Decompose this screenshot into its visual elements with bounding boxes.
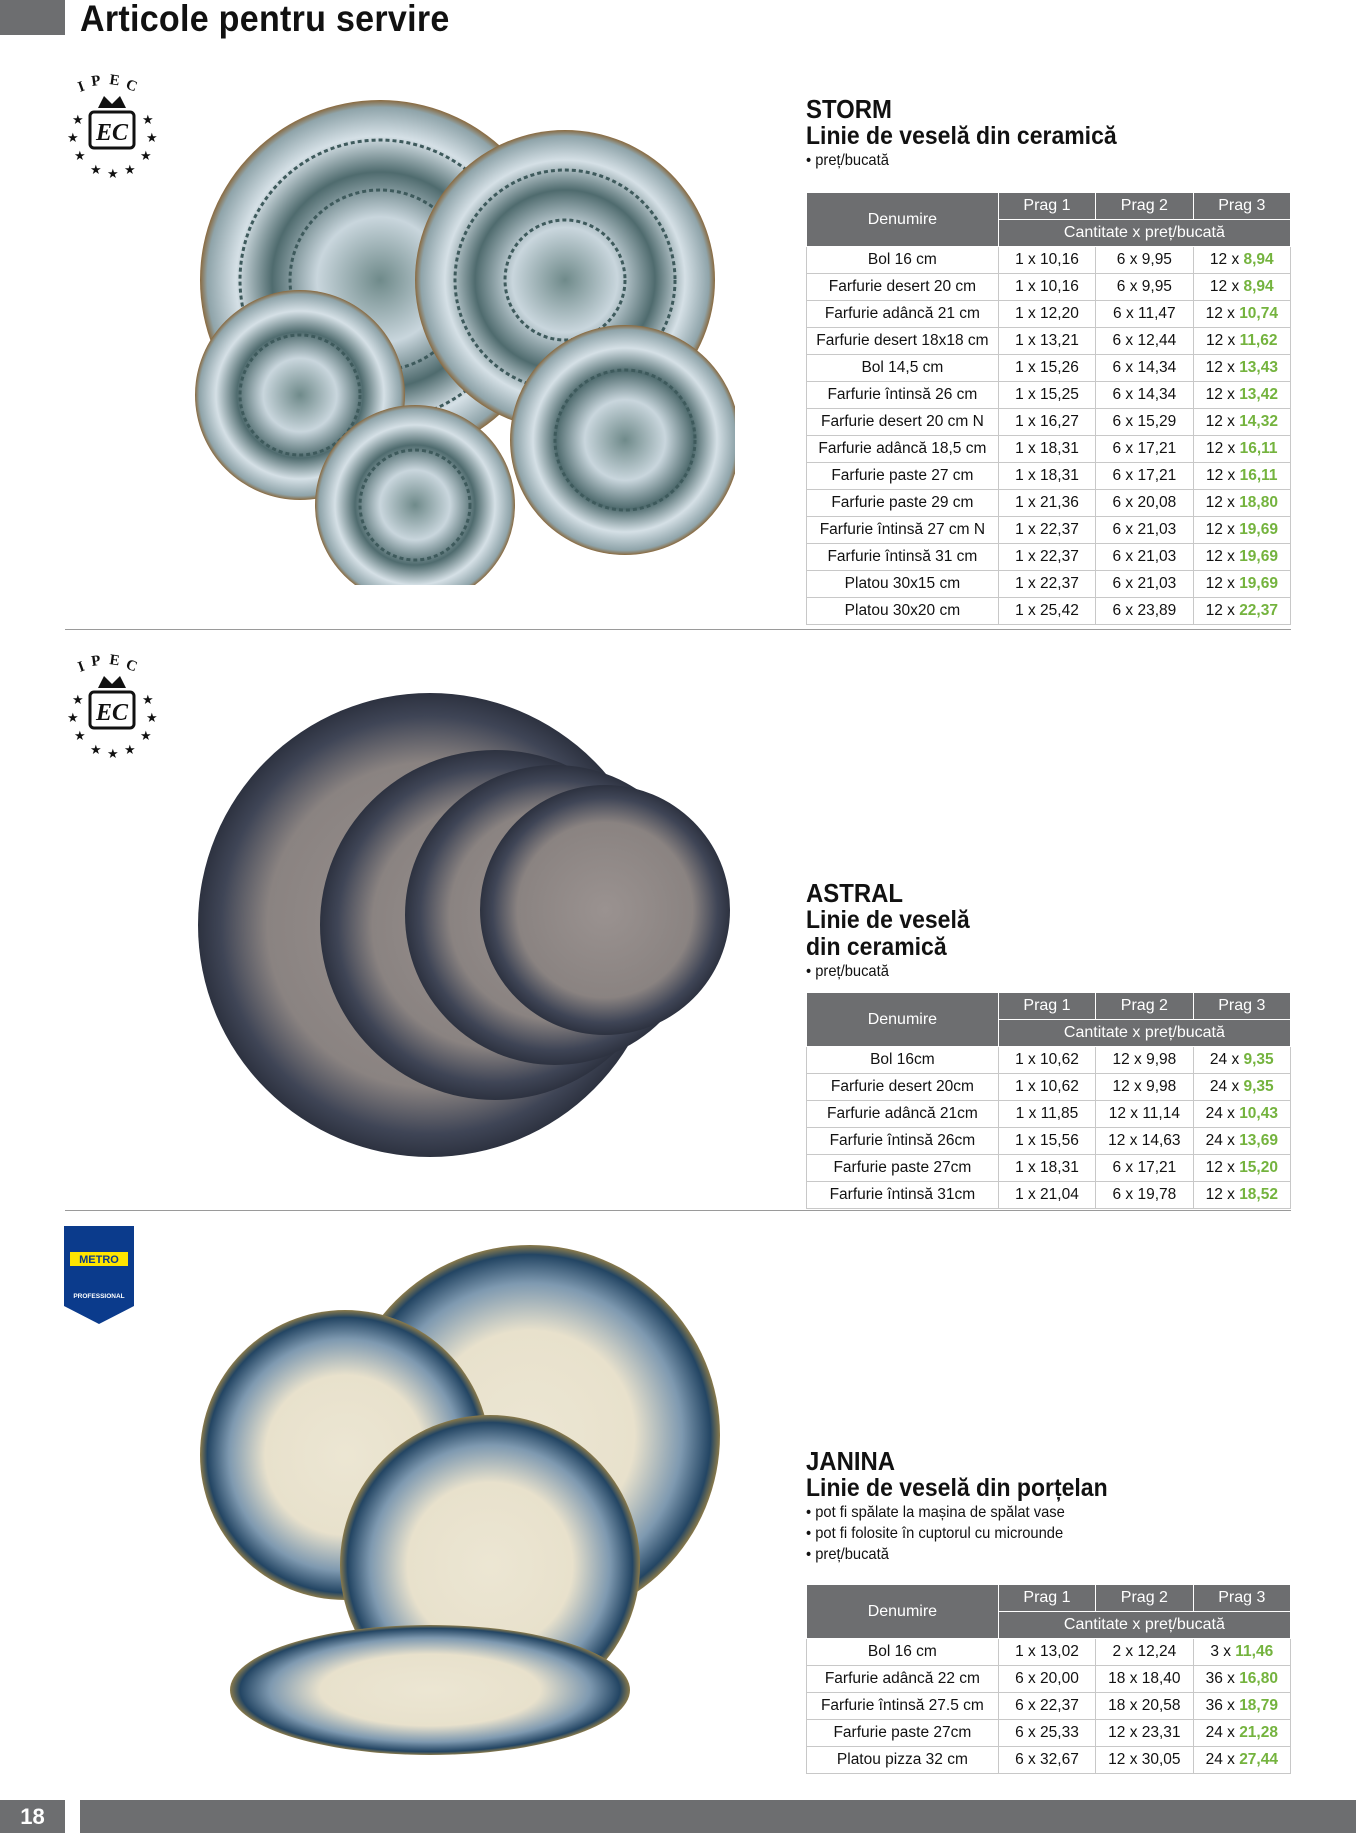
col-header-prag2: Prag 2 (1096, 1585, 1193, 1612)
row-prag1: 1 x 18,31 (998, 1155, 1095, 1182)
row-prag2: 2 x 12,24 (1096, 1639, 1193, 1666)
svg-text:★: ★ (90, 742, 102, 757)
ipec-ec-logo (62, 652, 162, 762)
row-prag3-qty: 12 x (1205, 575, 1240, 592)
row-prag2: 18 x 18,40 (1096, 1666, 1193, 1693)
table-header-row (807, 193, 1291, 220)
row-name: Farfurie întinsă 31cm (807, 1182, 999, 1209)
row-prag3-qty: 24 x (1205, 1751, 1240, 1768)
svg-text:C: C (123, 76, 140, 96)
col-header-prag2: Prag 2 (1096, 993, 1193, 1020)
row-prag3 (1193, 328, 1290, 355)
col-header-prag1: Prag 1 (998, 193, 1095, 220)
row-prag3-price: 8,94 (1243, 278, 1274, 295)
row-prag3 (1193, 301, 1290, 328)
row-prag2: 6 x 9,95 (1096, 247, 1193, 274)
row-prag3-qty: 12 x (1205, 1159, 1240, 1176)
row-prag3 (1193, 436, 1290, 463)
row-name: Farfurie paste 27 cm (807, 463, 999, 490)
row-prag3-price: 9,35 (1243, 1051, 1274, 1068)
row-prag2: 6 x 21,03 (1096, 571, 1193, 598)
row-prag3-qty: 12 x (1206, 332, 1240, 349)
astral-plates-image (195, 690, 745, 1160)
row-prag2: 6 x 17,21 (1096, 463, 1193, 490)
table-row (807, 1720, 1291, 1747)
row-prag3-price: 16,11 (1239, 467, 1278, 484)
svg-text:METRO: METRO (79, 1254, 119, 1266)
row-prag2: 6 x 12,44 (1096, 328, 1193, 355)
row-prag3 (1193, 274, 1290, 301)
row-prag3-price: 11,62 (1239, 332, 1278, 349)
table-row (807, 1693, 1291, 1720)
row-prag1: 1 x 10,16 (998, 247, 1095, 274)
svg-text:★: ★ (74, 148, 86, 163)
col-header-prag3: Prag 3 (1193, 993, 1290, 1020)
row-prag3 (1193, 1693, 1290, 1720)
row-prag1: 1 x 22,37 (998, 544, 1095, 571)
section-divider (65, 1210, 1291, 1211)
row-prag3 (1193, 517, 1290, 544)
row-prag3-qty: 12 x (1205, 548, 1240, 565)
row-prag3 (1193, 463, 1290, 490)
row-prag3-qty: 24 x (1205, 1724, 1240, 1741)
svg-text:I: I (75, 78, 87, 96)
row-prag2: 6 x 14,34 (1096, 355, 1193, 382)
metro-professional-logo (64, 1226, 134, 1324)
table-header-row (807, 993, 1291, 1020)
row-prag3 (1193, 382, 1290, 409)
svg-text:E: E (108, 652, 121, 670)
row-prag3 (1193, 1747, 1290, 1774)
col-header-prag1: Prag 1 (998, 1585, 1095, 1612)
row-prag2: 12 x 9,98 (1096, 1074, 1193, 1101)
row-prag3-price: 13,43 (1239, 359, 1278, 376)
table-row (807, 328, 1291, 355)
svg-text:★: ★ (140, 728, 152, 743)
row-prag3-price: 8,94 (1243, 251, 1274, 268)
row-prag3 (1193, 355, 1290, 382)
row-name: Bol 16 cm (807, 247, 999, 274)
row-prag3-qty: 12 x (1205, 413, 1240, 430)
svg-text:★: ★ (72, 692, 84, 707)
row-name: Bol 16 cm (807, 1639, 999, 1666)
row-prag3-price: 10,43 (1239, 1105, 1278, 1122)
row-name: Farfurie întinsă 31 cm (807, 544, 999, 571)
svg-text:★: ★ (146, 710, 158, 725)
astral-price-table (806, 992, 1291, 1209)
row-prag3 (1193, 409, 1290, 436)
row-prag3-price: 10,74 (1239, 305, 1278, 322)
table-row (807, 355, 1291, 382)
col-subheader: Cantitate x preț/bucată (998, 1612, 1290, 1639)
table-row (807, 598, 1291, 625)
row-prag1: 1 x 13,02 (998, 1639, 1095, 1666)
row-name: Farfurie adâncă 22 cm (807, 1666, 999, 1693)
row-prag1: 1 x 21,36 (998, 490, 1095, 517)
astral-product-info (806, 880, 1306, 982)
row-prag2: 18 x 20,58 (1096, 1693, 1193, 1720)
row-prag3-qty: 36 x (1205, 1670, 1240, 1687)
row-prag1: 1 x 18,31 (998, 436, 1095, 463)
row-name: Farfurie întinsă 27.5 cm (807, 1693, 999, 1720)
table-row (807, 274, 1291, 301)
row-prag3 (1193, 1666, 1290, 1693)
svg-text:EC: EC (95, 700, 129, 726)
table-row (807, 490, 1291, 517)
col-header-prag3: Prag 3 (1193, 193, 1290, 220)
row-prag3-qty: 12 x (1205, 386, 1240, 403)
svg-text:P: P (90, 652, 102, 670)
table-header-row (807, 1585, 1291, 1612)
col-header-prag1: Prag 1 (998, 993, 1095, 1020)
row-name: Platou 30x15 cm (807, 571, 999, 598)
row-prag1: 1 x 13,21 (998, 328, 1095, 355)
table-row (807, 1639, 1291, 1666)
row-prag3-price: 15,20 (1239, 1159, 1278, 1176)
row-prag3-price: 13,42 (1239, 386, 1278, 403)
svg-text:PROFESSIONAL: PROFESSIONAL (73, 1293, 125, 1300)
row-prag3-qty: 12 x (1209, 251, 1244, 268)
row-prag1: 1 x 10,16 (998, 274, 1095, 301)
table-row (807, 1128, 1291, 1155)
col-header-prag2: Prag 2 (1096, 193, 1193, 220)
row-prag1: 6 x 32,67 (998, 1747, 1095, 1774)
table-row (807, 1074, 1291, 1101)
row-name: Farfurie adâncă 18,5 cm (807, 436, 999, 463)
ipec-ec-logo (62, 72, 162, 182)
row-prag3 (1193, 490, 1290, 517)
product-line: Linie de veselă din ceramică (806, 906, 970, 961)
row-prag3-price: 9,35 (1243, 1078, 1274, 1095)
row-prag2: 12 x 23,31 (1096, 1720, 1193, 1747)
row-prag3 (1193, 1101, 1290, 1128)
product-bullet: • pot fi folosite în cuptorul cu microunde (806, 1525, 1064, 1542)
table-row (807, 571, 1291, 598)
table-row (807, 1747, 1291, 1774)
table-row (807, 1182, 1291, 1209)
row-prag3 (1193, 1720, 1290, 1747)
svg-text:★: ★ (107, 746, 119, 761)
janina-product-info (806, 1448, 1306, 1565)
row-prag1: 6 x 22,37 (998, 1693, 1095, 1720)
col-subheader: Cantitate x preț/bucată (998, 220, 1290, 247)
row-prag2: 6 x 15,29 (1096, 409, 1193, 436)
section-divider (65, 629, 1291, 630)
row-prag3-price: 18,52 (1239, 1186, 1278, 1203)
header-block (0, 0, 65, 35)
row-prag1: 1 x 21,04 (998, 1182, 1095, 1209)
row-prag3-qty: 3 x (1210, 1643, 1236, 1660)
row-prag1: 1 x 22,37 (998, 571, 1095, 598)
row-prag3-qty: 12 x (1205, 521, 1240, 538)
svg-text:★: ★ (67, 710, 79, 725)
row-prag3-qty: 12 x (1206, 467, 1240, 484)
row-name: Farfurie desert 20 cm N (807, 409, 999, 436)
row-name: Farfurie paste 27cm (807, 1155, 999, 1182)
row-prag2: 12 x 30,05 (1096, 1747, 1193, 1774)
row-prag2: 6 x 17,21 (1096, 1155, 1193, 1182)
row-prag1: 1 x 16,27 (998, 409, 1095, 436)
table-row (807, 1155, 1291, 1182)
row-prag2: 12 x 11,14 (1096, 1101, 1193, 1128)
product-bullet: • preț/bucată (806, 963, 889, 980)
row-prag3-price: 18,80 (1239, 494, 1278, 511)
row-name: Bol 14,5 cm (807, 355, 999, 382)
table-row (807, 409, 1291, 436)
svg-text:★: ★ (140, 148, 152, 163)
row-prag3 (1193, 571, 1290, 598)
row-prag3-price: 13,69 (1239, 1132, 1278, 1149)
row-prag2: 12 x 14,63 (1096, 1128, 1193, 1155)
table-row (807, 1101, 1291, 1128)
svg-text:★: ★ (124, 162, 136, 177)
row-prag3-price: 19,69 (1239, 575, 1278, 592)
row-prag3-price: 11,46 (1235, 1643, 1274, 1660)
footer-bar (80, 1800, 1356, 1833)
row-prag3 (1193, 1074, 1290, 1101)
row-name: Farfurie desert 20cm (807, 1074, 999, 1101)
svg-text:★: ★ (146, 130, 158, 145)
product-line: Linie de veselă din porțelan (806, 1474, 1108, 1502)
row-prag3-qty: 12 x (1205, 494, 1240, 511)
row-prag2: 12 x 9,98 (1096, 1047, 1193, 1074)
svg-text:E: E (108, 72, 121, 90)
row-name: Farfurie paste 29 cm (807, 490, 999, 517)
storm-product-info (806, 96, 1306, 171)
product-bullet: • preț/bucată (806, 1546, 889, 1563)
row-prag1: 1 x 22,37 (998, 517, 1095, 544)
row-prag1: 1 x 18,31 (998, 463, 1095, 490)
row-prag2: 6 x 19,78 (1096, 1182, 1193, 1209)
row-prag2: 6 x 11,47 (1096, 301, 1193, 328)
row-prag3-qty: 24 x (1209, 1078, 1244, 1095)
svg-text:★: ★ (72, 112, 84, 127)
col-subheader: Cantitate x preț/bucată (998, 1020, 1290, 1047)
svg-text:★: ★ (124, 742, 136, 757)
page-title: Articole pentru servire (80, 0, 450, 39)
table-row (807, 301, 1291, 328)
col-header-prag3: Prag 3 (1193, 1585, 1290, 1612)
row-name: Bol 16cm (807, 1047, 999, 1074)
row-prag3-price: 18,79 (1239, 1697, 1278, 1714)
svg-text:★: ★ (107, 166, 119, 181)
svg-text:★: ★ (67, 130, 79, 145)
row-prag3-price: 16,11 (1239, 440, 1278, 457)
janina-plates-image (200, 1245, 730, 1765)
row-prag3 (1193, 1639, 1290, 1666)
row-name: Farfurie adâncă 21cm (807, 1101, 999, 1128)
row-prag3 (1193, 1155, 1290, 1182)
row-name: Platou pizza 32 cm (807, 1747, 999, 1774)
row-prag2: 6 x 14,34 (1096, 382, 1193, 409)
col-header-name: Denumire (807, 1585, 999, 1639)
storm-plates-image (195, 95, 735, 585)
row-prag1: 6 x 25,33 (998, 1720, 1095, 1747)
janina-price-table (806, 1584, 1291, 1774)
row-name: Farfurie întinsă 27 cm N (807, 517, 999, 544)
table-row (807, 1666, 1291, 1693)
svg-text:★: ★ (142, 112, 154, 127)
row-prag3-price: 16,80 (1239, 1670, 1278, 1687)
table-row (807, 517, 1291, 544)
col-header-name: Denumire (807, 193, 999, 247)
row-prag1: 1 x 10,62 (998, 1074, 1095, 1101)
row-name: Farfurie întinsă 26 cm (807, 382, 999, 409)
row-prag3-qty: 12 x (1209, 278, 1244, 295)
product-line: Linie de veselă din ceramică (806, 122, 1117, 150)
row-prag3-price: 22,37 (1239, 602, 1278, 619)
product-name: ASTRAL (806, 878, 904, 908)
row-prag3-qty: 24 x (1205, 1132, 1240, 1149)
col-header-name: Denumire (807, 993, 999, 1047)
row-prag3-qty: 24 x (1209, 1051, 1244, 1068)
row-prag3 (1193, 1128, 1290, 1155)
row-prag3-qty: 12 x (1205, 359, 1240, 376)
page-number: 18 (0, 1800, 65, 1833)
product-name: JANINA (806, 1446, 896, 1476)
row-prag3-price: 19,69 (1239, 548, 1278, 565)
row-prag3-qty: 12 x (1206, 440, 1240, 457)
product-bullet: • pot fi spălate la mașina de spălat vase (806, 1504, 1065, 1521)
row-prag2: 6 x 21,03 (1096, 517, 1193, 544)
row-prag3 (1193, 544, 1290, 571)
row-prag1: 1 x 10,62 (998, 1047, 1095, 1074)
row-prag3 (1193, 1182, 1290, 1209)
row-prag2: 6 x 21,03 (1096, 544, 1193, 571)
row-prag2: 6 x 17,21 (1096, 436, 1193, 463)
row-prag3-qty: 12 x (1205, 602, 1240, 619)
row-prag3-qty: 12 x (1205, 305, 1240, 322)
product-bullet: • preț/bucată (806, 152, 889, 169)
row-prag3 (1193, 1047, 1290, 1074)
row-prag1: 1 x 25,42 (998, 598, 1095, 625)
table-row (807, 247, 1291, 274)
storm-price-table (806, 192, 1291, 625)
product-name: STORM (806, 94, 892, 124)
row-prag1: 1 x 11,85 (998, 1101, 1095, 1128)
row-prag3-qty: 36 x (1205, 1697, 1240, 1714)
row-prag3-price: 14,32 (1239, 413, 1278, 430)
table-row (807, 382, 1291, 409)
row-prag1: 1 x 15,26 (998, 355, 1095, 382)
row-prag2: 6 x 9,95 (1096, 274, 1193, 301)
svg-text:EC: EC (95, 120, 129, 146)
row-name: Farfurie desert 18x18 cm (807, 328, 999, 355)
table-row (807, 1047, 1291, 1074)
svg-text:I: I (75, 658, 87, 676)
row-name: Platou 30x20 cm (807, 598, 999, 625)
table-row (807, 436, 1291, 463)
row-name: Farfurie paste 27cm (807, 1720, 999, 1747)
row-prag1: 6 x 20,00 (998, 1666, 1095, 1693)
row-prag1: 1 x 12,20 (998, 301, 1095, 328)
svg-text:★: ★ (90, 162, 102, 177)
table-row (807, 544, 1291, 571)
row-prag3-qty: 24 x (1205, 1105, 1240, 1122)
row-name: Farfurie desert 20 cm (807, 274, 999, 301)
row-prag1: 1 x 15,25 (998, 382, 1095, 409)
svg-text:★: ★ (142, 692, 154, 707)
row-name: Farfurie adâncă 21 cm (807, 301, 999, 328)
row-prag2: 6 x 23,89 (1096, 598, 1193, 625)
svg-text:P: P (90, 72, 102, 90)
svg-text:C: C (123, 656, 140, 676)
row-name: Farfurie întinsă 26cm (807, 1128, 999, 1155)
row-prag3 (1193, 247, 1290, 274)
table-row (807, 463, 1291, 490)
row-prag3-price: 21,28 (1239, 1724, 1278, 1741)
row-prag3-price: 27,44 (1239, 1751, 1278, 1768)
row-prag3-qty: 12 x (1205, 1186, 1240, 1203)
row-prag3 (1193, 598, 1290, 625)
svg-text:★: ★ (74, 728, 86, 743)
row-prag3-price: 19,69 (1239, 521, 1278, 538)
row-prag2: 6 x 20,08 (1096, 490, 1193, 517)
row-prag1: 1 x 15,56 (998, 1128, 1095, 1155)
